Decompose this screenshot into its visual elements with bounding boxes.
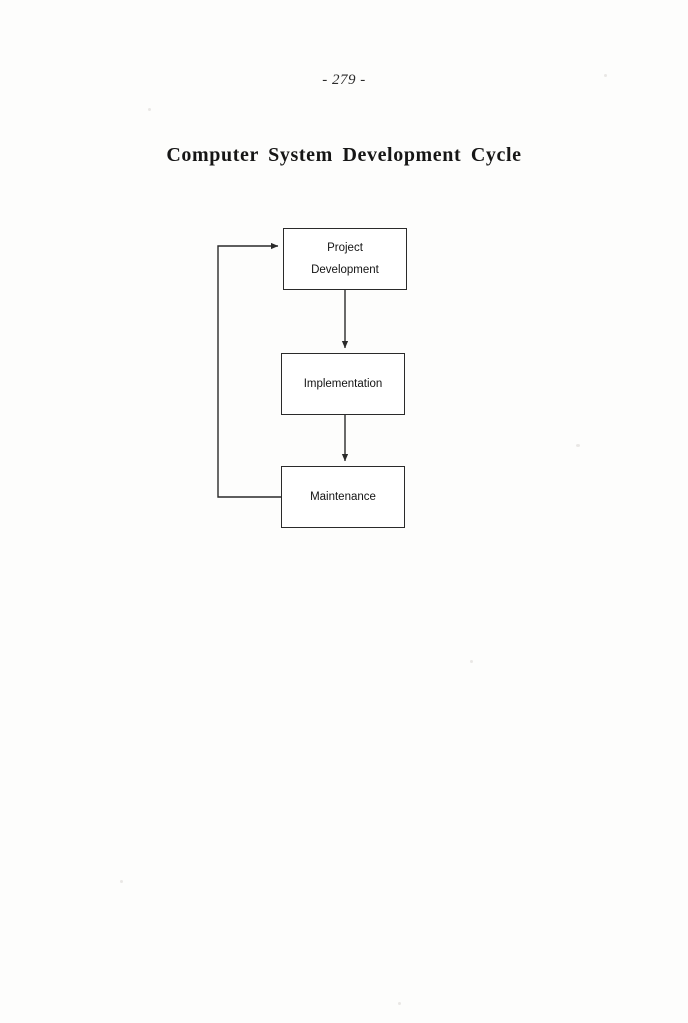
node-maintenance	[281, 466, 405, 528]
node-project-development-label-line2: Development	[311, 264, 379, 276]
scan-speckle	[576, 444, 580, 447]
node-project-development-label-line1: Project	[327, 241, 363, 254]
node-maintenance-label: Maintenance	[310, 490, 376, 503]
scan-speckle	[398, 1002, 401, 1005]
scan-speckle	[120, 880, 123, 883]
scan-speckle	[470, 660, 473, 663]
node-implementation	[281, 353, 405, 415]
node-implementation-label: Implementation	[303, 377, 383, 390]
edge-maintenance-to-project-feedback	[218, 246, 281, 497]
page-number: - 279 -	[322, 72, 366, 88]
node-project-development	[283, 228, 407, 290]
scan-speckle	[148, 108, 151, 111]
page-title: Computer System Development Cycle	[166, 144, 522, 166]
development-cycle-diagram	[200, 215, 460, 545]
